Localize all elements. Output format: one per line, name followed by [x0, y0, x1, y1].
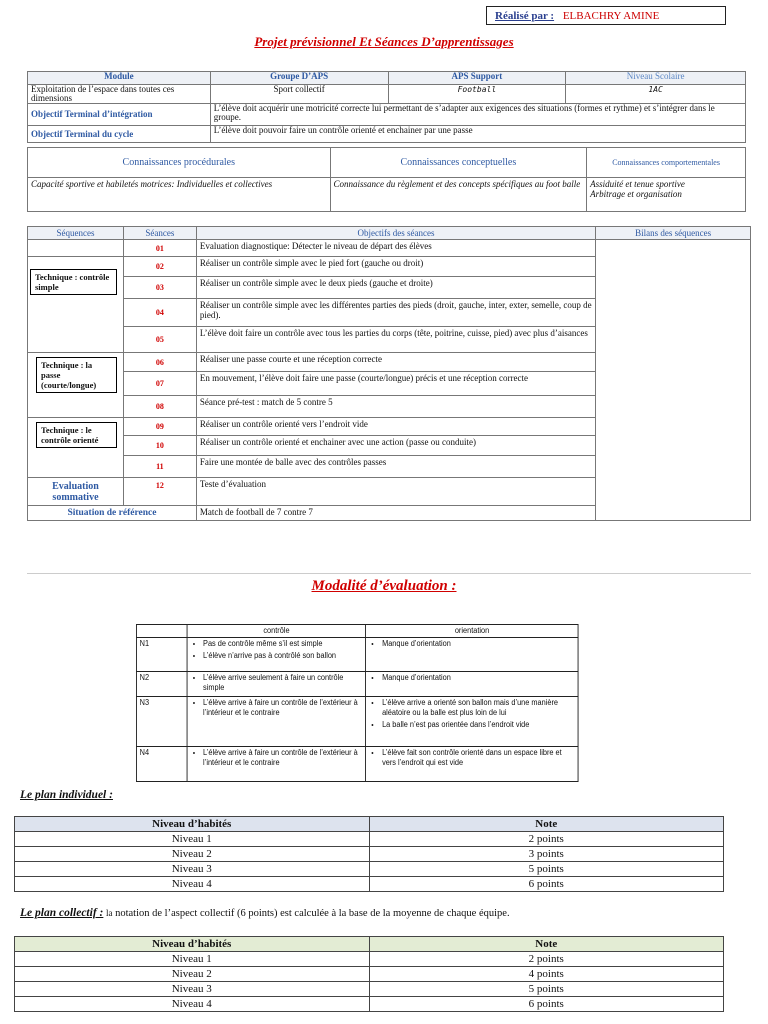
sequence-label: Technique : le contrôle orienté [36, 422, 117, 448]
session-num: 09 [123, 418, 196, 436]
session-num: 10 [123, 436, 196, 456]
criterion: • Manque d’orientation [382, 639, 575, 649]
niveau-label: Niveau Scolaire [566, 72, 746, 85]
session-num: 08 [123, 396, 196, 418]
controle-cell [187, 638, 366, 672]
criterion: • L’élève arrive a orienté son ballon mais d’une manière aléatoire ou la balle est plus loin de lui [382, 698, 575, 718]
module-value: Exploitation de l’espace dans toutes ces dimensions [28, 85, 211, 104]
col-seances: Séances [123, 227, 196, 240]
evaluation-title: Modalité d’évaluation : [311, 578, 457, 594]
session-objective: Evaluation diagnostique: Détecter le niveau de départ des élèves [196, 240, 595, 257]
session-objective: Réaliser un contrôle simple avec les différentes parties des pieds (droit, gauche, inter, exter, semelle, coup de pied). [196, 299, 595, 327]
level-cell: Niveau 2 [15, 847, 370, 862]
session-objective: Réaliser un contrôle orienté et enchainer avec une action (passe ou conduite) [196, 436, 595, 456]
note-cell: 4 points [369, 967, 724, 982]
module-label: Module [28, 72, 211, 85]
col-orientation: orientation [366, 625, 578, 638]
eval-sommative-label: Evaluation sommative [28, 478, 124, 506]
seq-cell-empty [28, 240, 124, 257]
note-cell: 2 points [369, 832, 724, 847]
orientation-cell [366, 638, 578, 672]
orientation-cell [366, 672, 578, 697]
plan-collectif-table [14, 936, 724, 1012]
level-cell: Niveau 4 [15, 877, 370, 892]
criterion: • L’élève n’arrive pas à contrôlé son ballon [203, 651, 363, 661]
seq-cell-3 [28, 418, 124, 478]
plan-collectif-lead: la [105, 908, 113, 918]
oti-value: L’élève doit acquérir une motricité correcte lui permettant de s’adapter aux exigences des situations (formes et rythme) et s’intégrer dans le groupe. [210, 104, 745, 126]
criterion: • L’élève arrive à faire un contrôle de l’extérieur à l’intérieur et le contraire [203, 698, 363, 718]
groupe-value: Sport collectif [210, 85, 388, 104]
session-objective: Faire une montée de balle avec des contrôles passes [196, 456, 595, 478]
orientation-cell [366, 697, 578, 747]
page-title: Projet prévisionnel Et Séances D’apprentissages [254, 34, 514, 49]
col-controle: contrôle [187, 625, 366, 638]
level-cell: Niveau 2 [15, 967, 370, 982]
bilans-cell [596, 240, 751, 521]
col-note: Note [369, 817, 724, 832]
level-label: N3 [136, 697, 186, 747]
plan-collectif-line [20, 907, 510, 919]
session-objective: En mouvement, l’élève doit faire une passe (courte/longue) précis et une réception correcte [196, 372, 595, 396]
niveau-value: 1AC [566, 85, 746, 104]
session-objective: Réaliser un contrôle orienté vers l’endroit vide [196, 418, 595, 436]
seq-cell-2 [28, 353, 124, 418]
session-objective: Réaliser un contrôle simple avec le deux pieds (gauche et droite) [196, 277, 595, 299]
level-cell: Niveau 3 [15, 982, 370, 997]
level-cell: Niveau 3 [15, 862, 370, 877]
level-label: N4 [136, 747, 186, 782]
session-objective: Réaliser une passe courte et une réception correcte [196, 353, 595, 372]
sequence-label: Technique : contrôle simple [30, 269, 117, 295]
proc-label: Connaissances procédurales [28, 148, 331, 178]
criterion: • Manque d’orientation [382, 673, 575, 683]
criterion: • L’élève arrive à faire un contrôle de l’extérieur à l’intérieur et le contraire [203, 748, 363, 768]
note-cell: 6 points [369, 877, 724, 892]
level-cell: Niveau 1 [15, 952, 370, 967]
level-label: N1 [136, 638, 186, 672]
reference-value: Match de football de 7 contre 7 [196, 506, 595, 521]
controle-cell [187, 697, 366, 747]
level-label: N2 [136, 672, 186, 697]
aps-value: Football [388, 85, 566, 104]
comp-label: Connaissances comportementales [587, 148, 746, 178]
col-note: Note [369, 937, 724, 952]
session-objective: Réaliser un contrôle simple avec le pied fort (gauche ou droit) [196, 257, 595, 277]
note-cell: 5 points [369, 982, 724, 997]
reference-label: Situation de référence [28, 506, 197, 521]
session-num: 07 [123, 372, 196, 396]
comp-value [587, 178, 746, 212]
criterion: • La balle n’est pas orientée dans l’endroit vide [382, 720, 575, 730]
col-level: Niveau d’habités [15, 937, 370, 952]
col-level: Niveau d’habités [15, 817, 370, 832]
note-cell: 6 points [369, 997, 724, 1012]
session-objective: L’élève doit faire un contrôle avec tous les parties du corps (tête, poitrine, cuisse, pied) avec plus d’aisances [196, 327, 595, 353]
col-sequences: Séquences [28, 227, 124, 240]
note-cell: 5 points [369, 862, 724, 877]
note-cell: 3 points [369, 847, 724, 862]
otc-value: L’élève doit pouvoir faire un contrôle orienté et enchainer par une passe [210, 126, 745, 143]
author-box [486, 6, 726, 25]
session-num: 01 [123, 240, 196, 257]
col-objectifs: Objectifs des séances [196, 227, 595, 240]
session-objective: Teste d’évaluation [196, 478, 595, 506]
sessions-table [27, 226, 751, 521]
level-cell: Niveau 1 [15, 832, 370, 847]
level-cell: Niveau 4 [15, 997, 370, 1012]
proc-value: Capacité sportive et habiletés motrices: Individuelles et collectives [28, 178, 331, 212]
otc-label: Objectif Terminal du cycle [28, 126, 211, 143]
groupe-label: Groupe D’APS [210, 72, 388, 85]
session-num: 05 [123, 327, 196, 353]
author-name: ELBACHRY AMINE [562, 10, 660, 22]
section-divider [27, 573, 751, 574]
conc-label: Connaissances conceptuelles [330, 148, 587, 178]
session-num: 03 [123, 277, 196, 299]
module-info-table [27, 71, 746, 143]
seq-cell-1 [28, 257, 124, 353]
plan-individuel-table [14, 816, 724, 892]
sequence-label: Technique : la passe (courte/longue) [36, 357, 117, 393]
grid-corner [136, 625, 186, 638]
comp-value-1: Assiduité et tenue sportive [590, 179, 685, 189]
criterion: • Pas de contrôle même s’il est simple [203, 639, 363, 649]
controle-cell [187, 747, 366, 782]
plan-collectif-title: Le plan collectif : [20, 907, 104, 919]
session-num: 11 [123, 456, 196, 478]
oti-label: Objectif Terminal d’intégration [28, 104, 211, 126]
session-num: 12 [123, 478, 196, 506]
author-label: Réalisé par : [495, 10, 555, 22]
criterion: • L’élève arrive seulement à faire un contrôle simple [203, 673, 363, 693]
criterion: • L’élève fait son contrôle orienté dans un espace libre et vers l’endroit qui est vide [382, 748, 575, 768]
session-num: 02 [123, 257, 196, 277]
col-bilans: Bilans des séquences [596, 227, 751, 240]
plan-collectif-text: notation de l’aspect collectif (6 points) est calculée à la base de la moyenne de chaque équipe. [115, 908, 510, 919]
plan-individuel-title: Le plan individuel : [20, 789, 113, 801]
session-num: 06 [123, 353, 196, 372]
knowledge-table [27, 147, 746, 212]
note-cell: 2 points [369, 952, 724, 967]
aps-label: APS Support [388, 72, 566, 85]
session-num: 04 [123, 299, 196, 327]
orientation-cell [366, 747, 578, 782]
session-objective: Séance pré-test : match de 5 contre 5 [196, 396, 595, 418]
conc-value: Connaissance du règlement et des concepts spécifiques au foot balle [330, 178, 587, 212]
evaluation-grid [136, 624, 579, 782]
comp-value-2: Arbitrage et organisation [590, 189, 682, 199]
controle-cell [187, 672, 366, 697]
